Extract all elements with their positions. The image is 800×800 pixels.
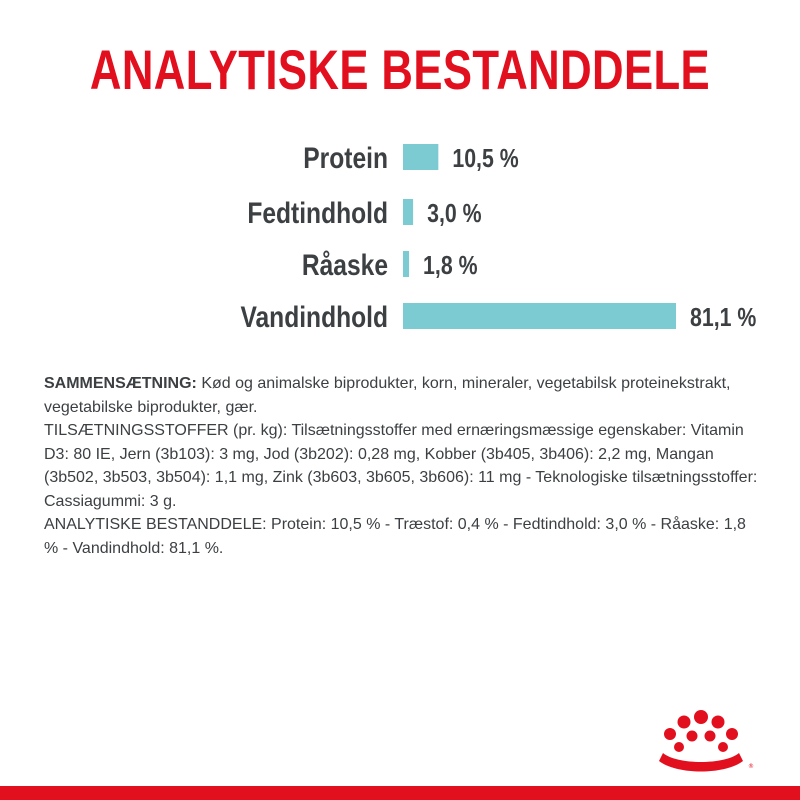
analytical-paragraph: ANALYTISKE BESTANDDELE: Protein: 10,5 % - Træstof: 0,4 % - Fedtindhold: 3,0 % - Råaske: 1,8 % - Vandindhold: 81,1 %. [44, 516, 746, 557]
value-label: 1,8 % [423, 251, 478, 281]
nutrient-bar-chart [0, 0, 800, 345]
value-label: 3,0 % [427, 199, 482, 229]
page-title: ANALYTISKE BESTANDDELE [89, 38, 711, 101]
composition-paragraph [44, 372, 764, 419]
additives-paragraph: TILSÆTNINGSSTOFFER (pr. kg): Tilsætningsstoffer med ernæringsmæssige egenskaber: Vitamin D3: 80 IE, Jern (3b103): 3 mg, Jod (3b202): 0,28 mg, Kobber (3b405, 3b406): 2,2 mg, Mangan (3b502, 3b503, 3b504): 1,1 mg, Zink (3b603, 3b605, 3b606): 11 mg - Teknologiske tilsætningsstoffer: Cassiagummi: 3 g. [44, 422, 758, 510]
bar [403, 144, 438, 170]
bar [403, 251, 409, 277]
royal-canin-crown-icon [655, 705, 755, 775]
category-label: Protein [303, 140, 388, 175]
category-label: Vandindhold [240, 299, 388, 334]
value-label: 81,1 % [690, 303, 757, 333]
category-label: Råaske [301, 247, 388, 282]
bottom-brand-bar [0, 786, 800, 800]
bar [403, 303, 676, 329]
bar [403, 199, 413, 225]
composition-heading: SAMMENSÆTNING: [44, 375, 197, 392]
composition-text-block [44, 372, 764, 560]
svg-text:®: ® [748, 763, 754, 770]
composition-text: Kød og animalske biprodukter, korn, mineraler, vegetabilsk proteinekstrakt, vegetabilske biprodukter, gær. [44, 375, 731, 416]
value-label: 10,5 % [452, 144, 519, 174]
category-label: Fedtindhold [247, 195, 388, 230]
